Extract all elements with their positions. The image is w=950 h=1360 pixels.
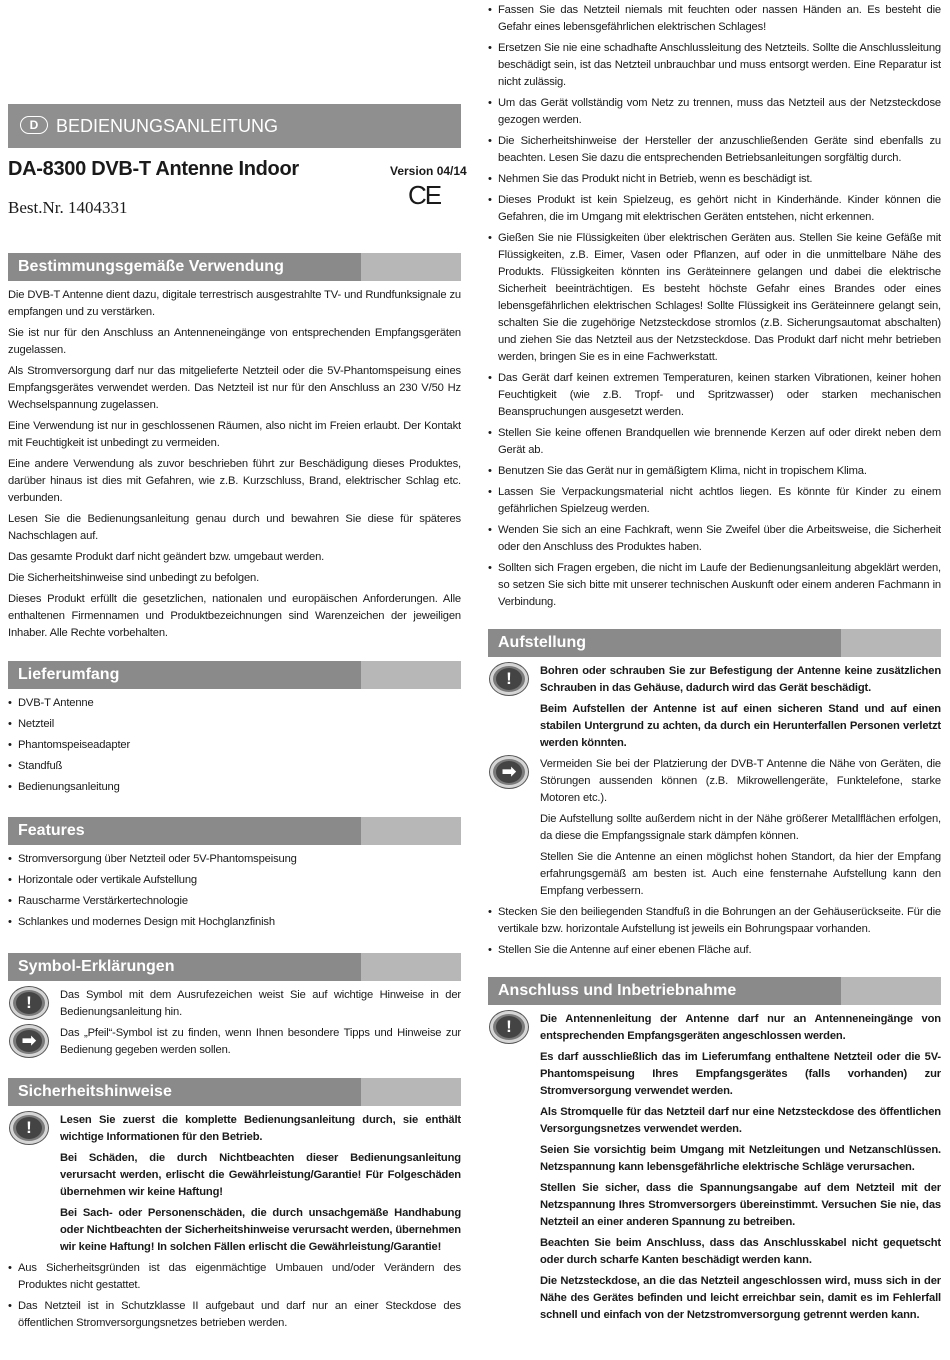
list-item: • Ersetzen Sie nie eine schadhafte Anschlussleitung des Netzteils. Sollte die Anschlussleitung beschädigt sein, ist das Netzteil unbrauchbar und muss entsorgt werden. Eine Reparatur ist nicht zulässig. [488, 40, 941, 91]
paragraph: Beim Aufstellen der Antenne ist auf einen sicheren Stand und auf einen stabilen Untergrund zu achten, da durch ein Herunterfallen Personen verletzt werden könnten. [540, 703, 941, 749]
section-title: Sicherheitshinweise [18, 1083, 172, 1100]
list-item: • Das Gerät darf keinen extremen Temperaturen, keinen starken Vibrationen, keiner hohen Feuchtigkeit (wie z.B. Tropf- und Spritzwasser) oder starken mechanischen Beanspruchungen ausgesetzt werden. [488, 370, 941, 421]
exclamation-icon: ! [10, 1112, 48, 1144]
manual-banner [8, 104, 461, 148]
section-title: Bestimmungsgemäße Verwendung [18, 258, 284, 275]
list-item: • Horizontale oder vertikale Aufstellung [8, 872, 461, 889]
paragraph: Beachten Sie beim Anschluss, dass das Anschlusskabel nicht gequetscht oder durch scharfe Kanten beschädigt werden kann. [540, 1237, 941, 1266]
list-item: • Bedienungsanleitung [8, 779, 461, 796]
paragraph: Sie ist nur für den Anschluss an Antenneneingänge von entsprechenden Empfangsgeräten zugelassen. [8, 327, 461, 356]
paragraph: Bohren oder schrauben Sie zur Befestigung der Antenne keine zusätzlichen Schrauben in das Gehäuse, dadurch wird das Gerät beschädigt. [540, 665, 941, 694]
language-badge: D [20, 116, 48, 134]
paragraph: Stellen Sie sicher, dass die Spannungsangabe auf dem Netzteil mit der Netzspannung Ihres Stromversorgers übereinstimmt. Versuchen Sie nie, das Netzteil an einer anderen Spannung zu betreiben. [540, 1182, 941, 1228]
paragraph: Lesen Sie zuerst die komplette Bedienungsanleitung durch, sie enthält wichtige Informationen für den Betrieb. [60, 1114, 461, 1143]
section-header-safety [8, 1078, 461, 1106]
list-item: • Nehmen Sie das Produkt nicht in Betrieb, wenn es beschädigt ist. [488, 171, 941, 188]
paragraph: Dieses Produkt erfüllt die gesetzlichen, nationalen und europäischen Anforderungen. Alle enthaltenen Firmennamen und Produktbezeichnungen sind Warenzeichen der jeweiligen Inhaber. Alle Rechte vorbehalten. [8, 593, 461, 639]
section-header-intended-use [8, 253, 461, 281]
paragraph: Bei Schäden, die durch Nichtbeachten dieser Bedienungsanleitung verursacht werden, erlischt die Gewährleistung/Garantie! Für Folgeschäden übernehmen wir keine Haftung! [60, 1152, 461, 1198]
list-item: • Stromversorgung über Netzteil oder 5V-Phantomspeisung [8, 851, 461, 868]
list-item: • Stecken Sie den beiliegenden Standfuß in die Bohrungen an der Gehäuserückseite. Für die vertikale bzw. horizontale Aufstellung ist jeweils ein Bohrungspaar vorhanden. [488, 904, 941, 938]
order-number: Best.Nr. 1404331 [8, 198, 128, 217]
paragraph: Das Symbol mit dem Ausrufezeichen weist Sie auf wichtige Hinweise in der Bedienungsanleitung hin. [60, 989, 461, 1018]
scope-section [8, 661, 461, 800]
section-title: Anschluss und Inbetriebnahme [498, 982, 737, 999]
product-title: DA-8300 DVB-T Antenne Indoor [8, 158, 299, 180]
list-item: • Aus Sicherheitsgründen ist das eigenmächtige Umbauen und/oder Verändern des Produktes nicht gestattet. [8, 1260, 461, 1294]
paragraph: Die Antennenleitung der Antenne darf nur an Antenneneingänge von entsprechenden Empfangsgeräten angeschlossen werden. [540, 1013, 941, 1042]
paragraph: Stellen Sie die Antenne an einen möglichst hohen Standort, da hier der Empfang erfahrungsgemäß am besten ist. Auch eine fensternahe Aufstellung kann den Empfang verbessern. [540, 851, 941, 897]
list-item: • Standfuß [8, 758, 461, 775]
arrow-icon: ➡ [490, 756, 528, 788]
list-item: • Dieses Produkt ist kein Spielzeug, es gehört nicht in Kinderhände. Kinder können die Gefahren, die im Umgang mit elektrischen Geräten entstehen, nicht erkennen. [488, 192, 941, 226]
setup-section [488, 629, 941, 963]
list-item: • Das Netzteil ist in Schutzklasse II aufgebaut und darf nur an einer Steckdose des öffentlichen Stromversorgungsnetzes betrieben werden. [8, 1298, 461, 1332]
list-item: • Schlankes und modernes Design mit Hochglanzfinish [8, 914, 461, 931]
intended-use-section [8, 253, 461, 646]
symbols-section [8, 953, 461, 1063]
safety-section [8, 1078, 461, 1336]
section-header-features [8, 817, 461, 845]
section-title: Features [18, 822, 85, 839]
section-header-connection [488, 977, 941, 1005]
paragraph: Vermeiden Sie bei der Platzierung der DVB-T Antenne die Nähe von Geräten, die Störungen aussenden können (z.B. Mikrowellengeräte, Funktelefone, starke Motoren etc.). [540, 758, 941, 804]
paragraph: Die Aufstellung sollte außerdem nicht in der Nähe größerer Metallflächen erfolgen, da diese die Empfangssignale stark dämpfen können. [540, 813, 941, 842]
exclamation-icon: ! [490, 1011, 528, 1043]
paragraph: Die DVB-T Antenne dient dazu, digitale terrestrisch ausgestrahlte TV- und Rundfunksignale zu empfangen und zu verstärken. [8, 289, 461, 318]
paragraph: Die Netzsteckdose, an die das Netzteil angeschlossen wird, muss sich in der Nähe des Gerätes befinden und leicht erreichbar sein, damit es im Fehlerfall schnell und einfach von der Netzstromversorgung getrennt werden kann. [540, 1275, 941, 1321]
list-item: • Wenden Sie sich an eine Fachkraft, wenn Sie Zweifel über die Arbeitsweise, die Sicherheit oder den Anschluss des Produktes haben. [488, 522, 941, 556]
exclamation-icon: ! [10, 987, 48, 1019]
list-item: • Sollten sich Fragen ergeben, die nicht im Laufe der Bedienungsanleitung abgeklärt werden, so setzen Sie sich bitte mit unserer technischen Auskunft oder einem anderen Fachmann in Verbindung. [488, 560, 941, 611]
paragraph: Seien Sie vorsichtig beim Umgang mit Netzleitungen und Netzanschlüssen. Netzspannung kann lebensgefährliche elektrische Schläge verursachen. [540, 1144, 941, 1173]
paragraph: Als Stromquelle für das Netzteil darf nur eine Netzsteckdose des öffentlichen Versorgungsnetzes verwendet werden. [540, 1106, 941, 1135]
list-item: • Stellen Sie die Antenne auf einer ebenen Fläche auf. [488, 942, 941, 959]
connection-section [488, 977, 941, 1328]
list-item: • Fassen Sie das Netzteil niemals mit feuchten oder nassen Händen an. Es besteht die Gefahr eines lebensgefährlichen elektrischen Schlages! [488, 2, 941, 36]
paragraph: Eine Verwendung ist nur in geschlossenen Räumen, also nicht im Freien erlaubt. Der Kontakt mit Feuchtigkeit ist unbedingt zu vermeiden. [8, 420, 461, 449]
paragraph: Das gesamte Produkt darf nicht geändert bzw. umgebaut werden. [8, 551, 325, 563]
paragraph: Bei Sach- oder Personenschäden, die durch unsachgemäße Handhabung oder Nichtbeachten der Sicherheitshinweise verursacht werden, übernehmen wir keine Haftung! In solchen Fällen erlischt die Gewährleistung/Garantie! [60, 1207, 461, 1253]
section-header-setup [488, 629, 941, 657]
list-item: • Um das Gerät vollständig vom Netz zu trennen, muss das Netzteil aus der Netzsteckdose gezogen werden. [488, 95, 941, 129]
paragraph: Eine andere Verwendung als zuvor beschrieben führt zur Beschädigung dieses Produktes, darüber hinaus ist dies mit Gefahren, wie z.B. Kurzschluss, Brand, elektrischer Schlag etc. verbunden. [8, 458, 461, 504]
section-header-symbols [8, 953, 461, 981]
symbol-explanation-exclaim [8, 987, 461, 1021]
exclamation-icon: ! [490, 663, 528, 695]
paragraph: Als Stromversorgung darf nur das mitgelieferte Netzteil oder die 5V-Phantomspeisung eines Empfangsgerätes verwendet werden. Das Netzteil ist nur für den Anschluss an 230 V/50 Hz Wechselspannung zugelassen. [8, 365, 461, 411]
list-item: • Netzteil [8, 716, 461, 733]
section-title: Aufstellung [498, 634, 586, 651]
list-item: • Phantomspeiseadapter [8, 737, 461, 754]
safety-warning-block [8, 1112, 461, 1256]
list-item: • Die Sicherheitshinweise der Hersteller der anzuschließenden Geräte sind ebenfalls zu beachten. Lesen Sie dazu die entsprechenden Betriebsanleitungen sorgfältig durch. [488, 133, 941, 167]
section-header-scope [8, 661, 461, 689]
symbol-explanation-arrow [8, 1025, 461, 1059]
banner-title: BEDIENUNGSANLEITUNG [56, 116, 279, 136]
paragraph: Es darf ausschließlich das im Lieferumfang enthaltene Netzteil oder die 5V-Phantomspeisung Ihres Empfangsgerätes (falls vorhanden) zur Stromversorgung verwendet werden. [540, 1051, 941, 1097]
features-section [8, 817, 461, 935]
paragraph: Das „Pfeil“-Symbol ist zu finden, wenn Ihnen besondere Tipps und Hinweise zur Bedienung gegeben werden sollen. [60, 1027, 461, 1056]
list-item: • Stellen Sie keine offenen Brandquellen wie brennende Kerzen auf oder direkt neben dem Gerät ab. [488, 425, 941, 459]
safety-bullets-continued [488, 2, 941, 615]
list-item: • DVB-T Antenne [8, 695, 461, 712]
paragraph: Lesen Sie die Bedienungsanleitung genau durch und bewahren Sie diese für späteres Nachschlagen auf. [8, 513, 461, 542]
paragraph: Die Sicherheitshinweise sind unbedingt zu befolgen. [8, 572, 260, 584]
version-label: Version 04/14 [390, 164, 467, 178]
setup-warning-block [488, 663, 941, 752]
setup-tip-block [488, 756, 941, 900]
list-item: • Lassen Sie Verpackungsmaterial nicht achtlos liegen. Es könnte für Kinder zu einem gefährlichen Spielzeug werden. [488, 484, 941, 518]
list-item: • Rauscharme Verstärkertechnologie [8, 893, 461, 910]
list-item: • Benutzen Sie das Gerät nur in gemäßigtem Klima, nicht in tropischem Klima. [488, 463, 941, 480]
section-title: Lieferumfang [18, 666, 120, 683]
arrow-icon: ➡ [10, 1025, 48, 1057]
list-item: • Gießen Sie nie Flüssigkeiten über elektrischen Geräten aus. Stellen Sie keine Gefäße mit Flüssigkeiten, z.B. Eimer, Vasen oder Pflanzen, auf oder in die unmittelbare Nähe des Produkts. Flüssigkeiten könnten ins Geräteinnere gelangen und dabei die elektrische Sicherheit beeinträchtigen. Es besteht höchste Gefahr eines Brandes oder eines lebensgefährlichen elektrischen Schlages! Sollte Flüssigkeit ins Geräteinnere gelangt sein, schalten Sie die zugehörige Netzsteckdose stromlos (z.B. Sicherungsautomat abschalten) und ziehen Sie das Netzteil aus der Netzsteckdose. Das Produkt darf nicht mehr betrieben werden, bringen Sie es in eine Fachwerkstatt. [488, 230, 941, 366]
ce-mark-icon: CE [408, 180, 441, 210]
section-title: Symbol-Erklärungen [18, 958, 175, 975]
connection-warning-block [488, 1011, 941, 1324]
